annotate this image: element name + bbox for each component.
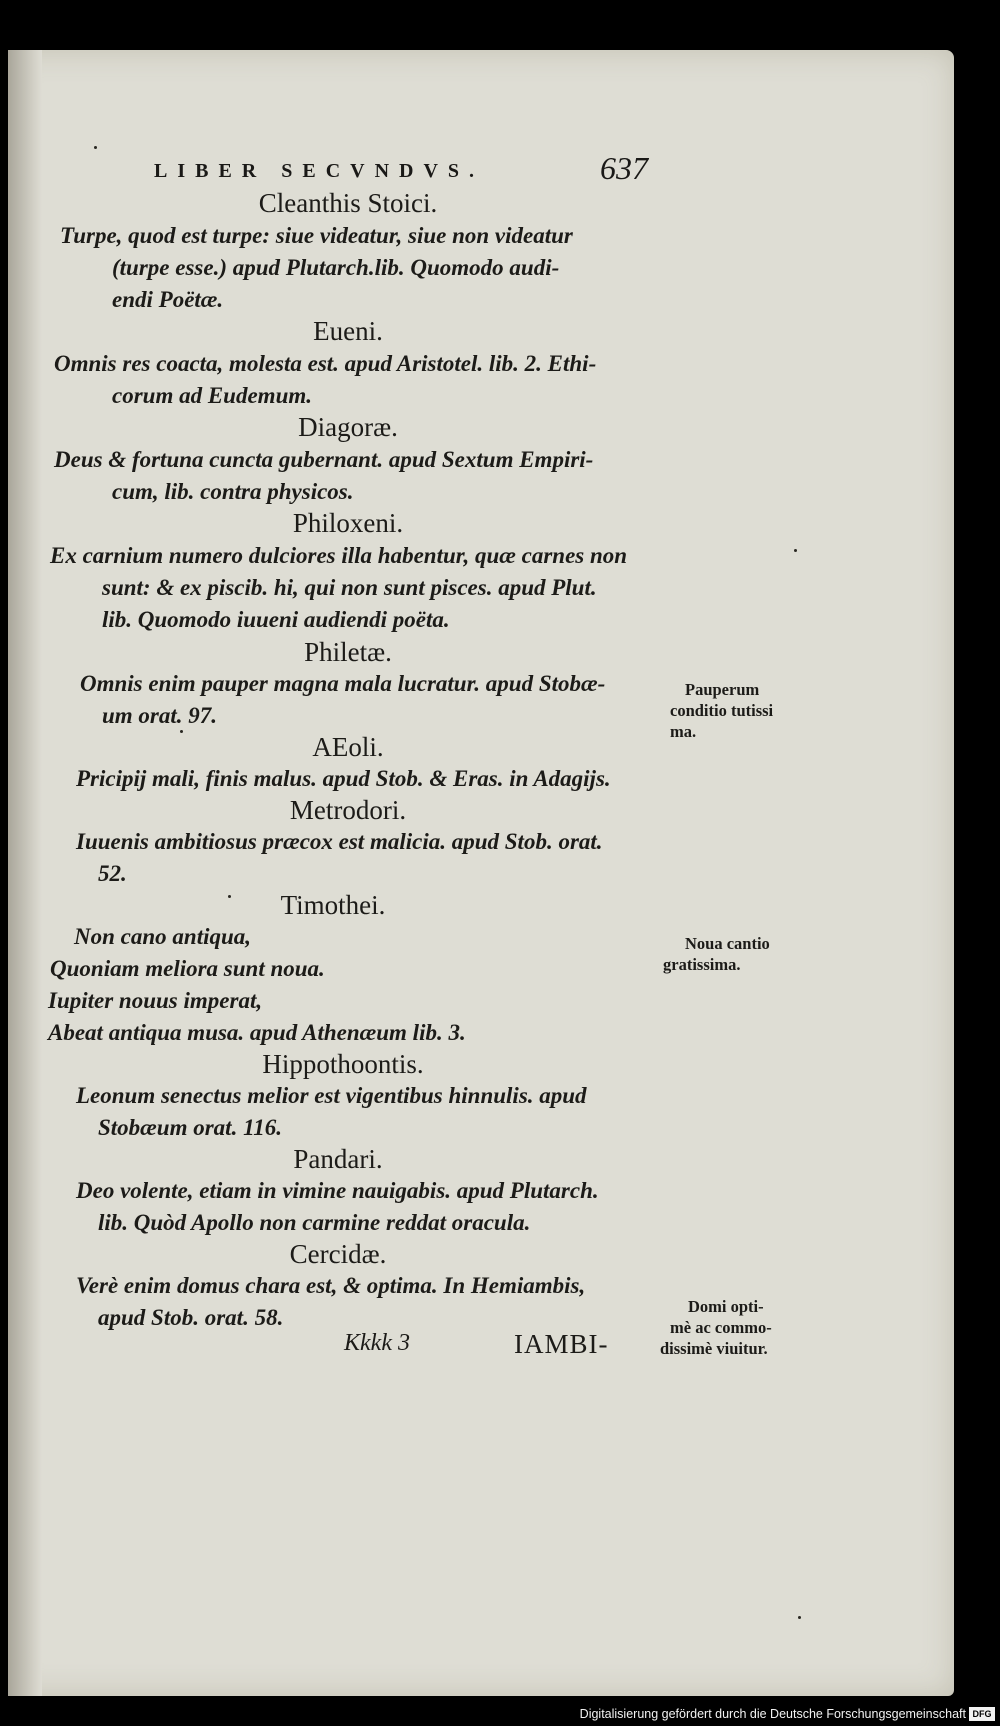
- note-line: ma.: [670, 722, 697, 741]
- quote-line: apud Stob. orat. 58.: [98, 1305, 284, 1330]
- quote-line: 52.: [98, 861, 127, 886]
- section-heading: Philoxeni.: [292, 508, 404, 538]
- footer-bar: [0, 1698, 1000, 1726]
- quote-line: sunt: & ex piscib. hi, qui non sunt pisces. apud Plut.: [102, 575, 597, 600]
- section-heading: Pandari.: [293, 1144, 383, 1174]
- paper-speck: [794, 549, 797, 552]
- section-heading: AEoli.: [312, 732, 384, 762]
- quote-line: Pricipij mali, finis malus. apud Stob. & Eras. in Adagijs.: [76, 766, 611, 791]
- note-line: Domi opti-: [688, 1297, 764, 1316]
- paper-speck: [94, 146, 97, 149]
- signature-mark: Kkkk 3: [344, 1330, 410, 1356]
- section-heading: Metrodori.: [289, 795, 407, 825]
- section-heading: Hippothoontis.: [262, 1049, 424, 1079]
- section-heading: Cercidæ.: [289, 1239, 387, 1269]
- page-gutter: [8, 50, 42, 1696]
- quote-line: Deus & fortuna cuncta gubernant. apud Sextum Empiri-: [54, 447, 594, 472]
- quote-line: Abeat antiqua musa. apud Athenæum lib. 3.: [48, 1020, 466, 1045]
- section-heading: Cleanthis Stoici.: [258, 188, 438, 218]
- quote-line: corum ad Eudemum.: [112, 383, 313, 408]
- note-line: gratissima.: [663, 955, 741, 974]
- page-number: 637: [600, 150, 648, 186]
- paper-speck: [228, 895, 231, 898]
- quote-line: lib. Quomodo iuueni audiendi poëta.: [102, 607, 450, 632]
- marginal-note: [660, 1296, 772, 1359]
- section-heading: Diagoræ.: [298, 412, 398, 442]
- section-heading: Eueni.: [313, 316, 383, 346]
- quote-line: Omnis enim pauper magna mala lucratur. apud Stobæ-: [80, 671, 606, 696]
- marginal-note: [670, 679, 773, 742]
- quote-line: Non cano antiqua,: [74, 924, 252, 949]
- note-line: mè ac commo-: [670, 1318, 772, 1337]
- note-line: dissimè viuitur.: [660, 1339, 768, 1358]
- note-line: conditio tutissi: [670, 701, 774, 720]
- quote-line: Iupiter nouus imperat,: [48, 988, 263, 1013]
- quote-line: Quoniam meliora sunt noua.: [50, 956, 325, 981]
- quote-line: Ex carnium numero dulciores illa habentur, quæ carnes non: [50, 543, 628, 568]
- quote-line: endi Poëtæ.: [112, 287, 224, 312]
- quote-line: Iuuenis ambitiosus præcox est malicia. apud Stob. orat.: [76, 829, 603, 854]
- running-head-text: LIBER SECVNDVS.: [154, 160, 485, 182]
- paper-speck: [180, 730, 183, 733]
- quote-line: cum, lib. contra physicos.: [112, 479, 354, 504]
- quote-line: Omnis res coacta, molesta est. apud Aristotel. lib. 2. Ethi-: [54, 351, 597, 376]
- dfg-logo: DFG: [969, 1707, 995, 1721]
- quote-line: lib. Quòd Apollo non carmine reddat oracula.: [98, 1210, 531, 1235]
- quote-line: Turpe, quod est turpe: siue videatur, siue non videatur: [60, 223, 573, 248]
- running-head: [154, 160, 654, 190]
- quote-line: Stobæum orat. 116.: [98, 1115, 283, 1140]
- quote-line: Deo volente, etiam in vimine nauigabis. apud Plutarch.: [76, 1178, 599, 1203]
- paper-speck: [798, 1616, 801, 1619]
- footer-credit: Digitalisierung gefördert durch die Deutsche Forschungsgemeinschaft: [579, 1707, 966, 1721]
- quote-line: Leonum senectus melior est vigentibus hinnulis. apud: [76, 1083, 587, 1108]
- book-page: [8, 50, 954, 1696]
- marginal-note: [663, 933, 770, 975]
- quote-line: Verè enim domus chara est, & optima. In Hemiambis,: [76, 1273, 586, 1298]
- note-line: Pauperum: [685, 680, 760, 699]
- quote-line: um orat. 97.: [102, 703, 218, 728]
- section-heading: Philetæ.: [304, 637, 392, 667]
- catchword: IAMBI-: [514, 1329, 609, 1359]
- quote-line: (turpe esse.) apud Plutarch.lib. Quomodo audi-: [112, 255, 560, 280]
- section-heading: Timothei.: [280, 890, 386, 920]
- note-line: Noua cantio: [685, 934, 770, 953]
